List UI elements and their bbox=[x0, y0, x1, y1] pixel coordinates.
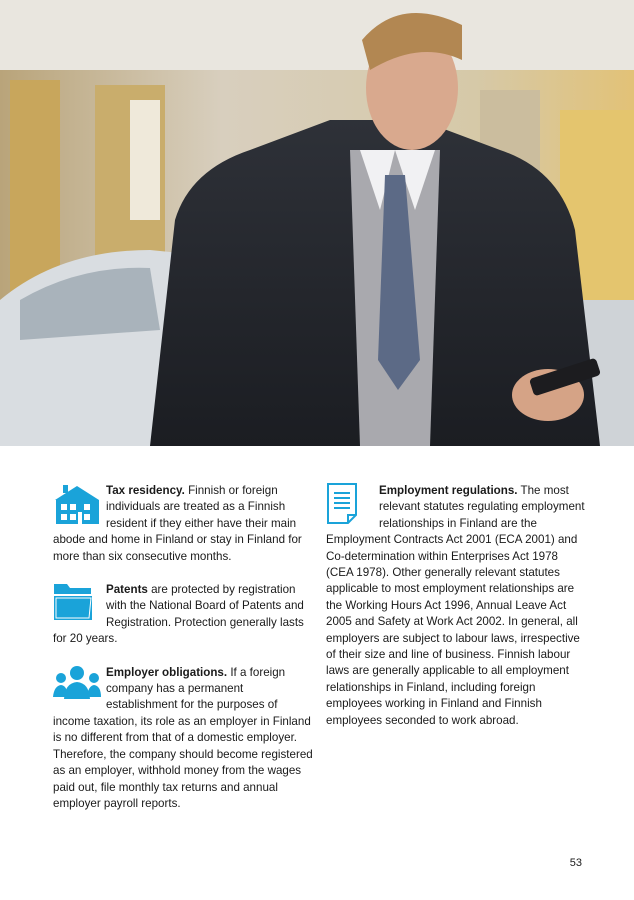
page-number: 53 bbox=[569, 857, 582, 869]
tax-residency-block bbox=[53, 483, 315, 565]
patents-text: are protected by registration with the National Board of Patents and Registration. Protection generally lasts for 20 years. bbox=[53, 583, 304, 646]
left-column bbox=[53, 483, 315, 829]
employment-regulations-heading: Employment regulations. bbox=[379, 484, 518, 497]
patents-heading: Patents bbox=[106, 583, 148, 597]
employer-obligations-block bbox=[53, 665, 315, 813]
document-icon bbox=[326, 483, 376, 525]
patents-block bbox=[53, 582, 315, 648]
employment-regulations-block bbox=[326, 483, 585, 729]
employment-regulations-text: The most relevant statutes regulating employment relationships in Finland are the Employment Contracts Act 2001 (ECA 2001) and Co-determination within Enterprises Act 1978 (CEA 1978). Other generally relevant statutes applicable to most employment relationships are the Working Hours Act 1996, Annual Leave Act 2005 and Safety at Work Act 2002. In general, all employers are subject to labour laws, irrespective of their size and line of business. Finnish labour laws are generally applicable to all employment relationships in Finland, including foreign employees working in Finland and Finnish employees seconded to work abroad. bbox=[326, 484, 585, 727]
folder-icon bbox=[53, 582, 103, 624]
right-column bbox=[326, 483, 585, 746]
house-icon bbox=[53, 483, 103, 525]
people-icon bbox=[53, 665, 103, 707]
tax-residency-heading: Tax residency. bbox=[106, 484, 185, 497]
employer-obligations-text: If a foreign company has a permanent establishment for the purposes of income taxation, its role as an employer in Finland is no different from that of a domestic employer. Therefore, the company should become registered as an employer, withhold money from the wages paid out, file monthly tax returns and annual employer payroll reports. bbox=[53, 665, 313, 810]
businessman-with-phone-image bbox=[0, 0, 634, 446]
tax-residency-text: Finnish or foreign individuals are treated as a Finnish resident if they either have their main abode and home in Finland or stay in Finland for more than six consecutive months. bbox=[53, 484, 302, 563]
hero-photo bbox=[0, 0, 634, 446]
employer-obligations-heading: Employer obligations. bbox=[106, 665, 228, 679]
